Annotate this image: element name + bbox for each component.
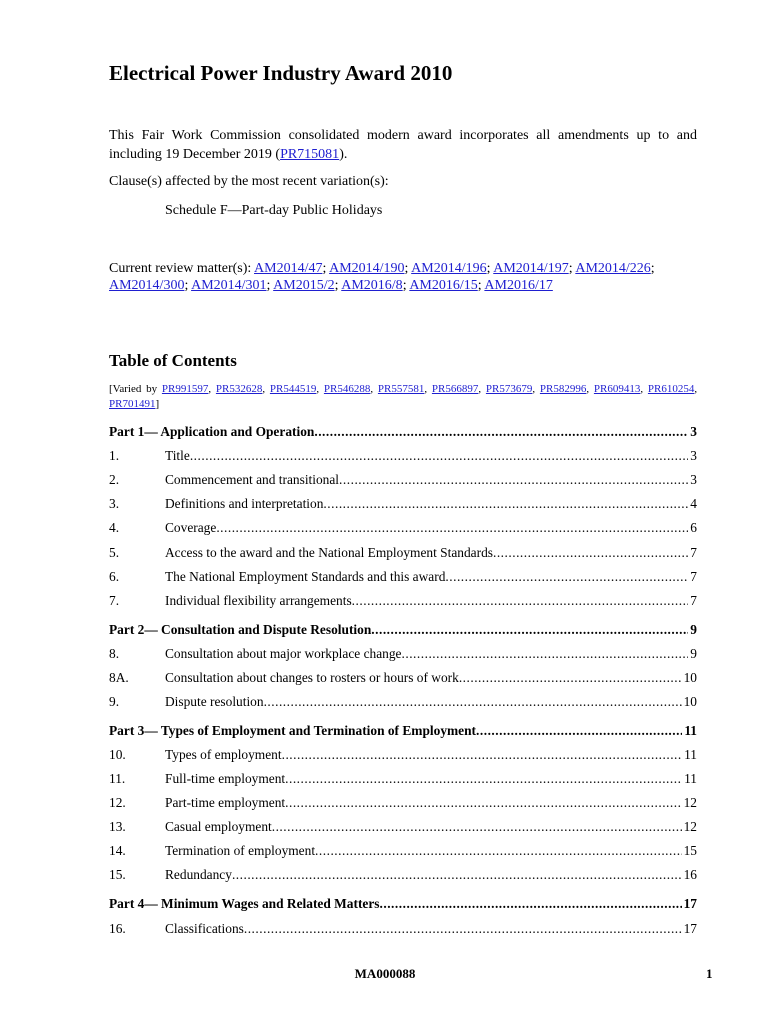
varied-by-separator: , (586, 383, 594, 395)
varied-by-separator: , (370, 383, 378, 395)
review-label: Current review matter(s): (109, 261, 255, 276)
review-matter-separator: ; (184, 278, 192, 293)
varied-by-link[interactable]: PR544519 (269, 383, 317, 395)
toc-page-number: 7 (690, 569, 697, 584)
review-matter-separator: ; (568, 261, 576, 276)
toc-item-title: Consultation about changes to rosters or hours of work (165, 670, 459, 685)
toc-dot-leader (216, 520, 688, 536)
toc-page-number: 7 (690, 545, 697, 560)
review-matter-link[interactable]: AM2014/226 (575, 261, 651, 276)
review-matter-separator: ; (266, 278, 274, 293)
toc-item-number: 2. (109, 472, 120, 487)
toc-page-number: 4 (690, 496, 697, 511)
varied-by-separator: , (316, 383, 324, 395)
toc-page-number: 12 (683, 795, 697, 810)
toc-item-title: Dispute resolution (165, 694, 264, 709)
toc-item-number: 12. (109, 795, 126, 810)
toc-item-row[interactable] (109, 795, 697, 813)
toc-dot-leader (476, 723, 682, 739)
toc-part-title: Part 2— Consultation and Dispute Resolution (109, 622, 372, 637)
varied-by-link[interactable]: PR991597 (161, 383, 209, 395)
varied-by-separator: , (208, 383, 216, 395)
review-matter-link[interactable]: AM2016/8 (341, 278, 403, 293)
toc-page-number: 15 (683, 843, 697, 858)
toc-part-title: Part 1— Application and Operation (109, 424, 315, 439)
toc-page-number: 10 (683, 694, 697, 709)
varied-by-separator: , (478, 383, 486, 395)
toc-page-number: 3 (690, 472, 697, 487)
toc-dot-leader (314, 424, 688, 440)
toc-item-row[interactable] (109, 593, 697, 611)
toc-item-row[interactable] (109, 694, 697, 712)
toc-item-title: Coverage (165, 520, 217, 535)
review-matter-link[interactable]: AM2014/301 (191, 278, 267, 293)
toc-item-number: 14. (109, 843, 126, 858)
toc-dot-leader (352, 593, 689, 609)
toc-item-number: 16. (109, 921, 126, 936)
toc-dot-leader (315, 843, 682, 859)
toc-item-number: 9. (109, 694, 120, 709)
toc-dot-leader (445, 569, 688, 585)
toc-page-number: 17 (683, 921, 697, 936)
toc-item-row[interactable] (109, 520, 697, 538)
toc-dot-leader (493, 545, 688, 561)
toc-dot-leader (272, 819, 682, 835)
toc-page-number: 6 (690, 520, 697, 535)
toc-item-title: Title (165, 448, 190, 463)
intro-text-end: ). (339, 147, 348, 162)
toc-part-row[interactable] (109, 723, 697, 741)
toc-part-row[interactable] (109, 424, 697, 442)
toc-page-number: 10 (683, 670, 697, 685)
toc-item-row[interactable] (109, 472, 697, 490)
toc-item-number: 7. (109, 593, 120, 608)
intro-paragraph (109, 126, 697, 164)
review-matter-separator: ; (402, 278, 410, 293)
toc-item-title: Definitions and interpretation (165, 496, 324, 511)
varied-by-end: ] (155, 398, 160, 410)
intro-text: This Fair Work Commission consolidated modern award incorporates all amendments up to and including 19 December 2019 ( (109, 128, 697, 162)
page-number: 1 (706, 966, 713, 981)
toc-page-number: 9 (690, 646, 697, 661)
toc-item-row[interactable] (109, 569, 697, 587)
toc-dot-leader (380, 896, 682, 912)
varied-by-link[interactable]: PR610254 (647, 383, 695, 395)
toc-page-number: 9 (690, 622, 697, 637)
toc-dot-leader (282, 747, 683, 763)
toc-page-number: 12 (683, 819, 697, 834)
toc-page-number: 11 (684, 747, 697, 762)
review-matter-link[interactable]: AM2014/190 (329, 261, 405, 276)
toc-dot-leader (402, 646, 689, 662)
toc-item-row[interactable] (109, 670, 697, 688)
review-matter-separator: ; (334, 278, 342, 293)
toc-item-title: Commencement and transitional (165, 472, 340, 487)
toc-item-number: 13. (109, 819, 126, 834)
toc-part-row[interactable] (109, 896, 697, 914)
toc-item-row[interactable] (109, 771, 697, 789)
varied-by-link[interactable]: PR609413 (593, 383, 641, 395)
review-matter-link[interactable]: AM2014/196 (411, 261, 487, 276)
affected-clause-item: Schedule F—Part-day Public Holidays (165, 203, 383, 218)
review-matter-separator: ; (404, 261, 412, 276)
toc-dot-leader (244, 921, 682, 937)
toc-dot-leader (459, 670, 682, 686)
review-matter-link[interactable]: AM2015/2 (273, 278, 335, 293)
varied-by-link[interactable]: PR582996 (539, 383, 587, 395)
toc-dot-leader (371, 622, 688, 638)
toc-item-number: 8. (109, 646, 120, 661)
review-matter-link[interactable]: AM2014/47 (254, 261, 323, 276)
toc-item-number: 10. (109, 747, 126, 762)
varied-by-separator: , (640, 383, 648, 395)
toc-page-number: 11 (684, 723, 697, 738)
toc-page-number: 17 (683, 896, 697, 911)
intro-link[interactable]: PR715081 (280, 147, 340, 162)
toc-page-number: 3 (690, 448, 697, 463)
toc-item-title: Termination of employment (165, 843, 316, 858)
toc-part-row[interactable] (109, 622, 697, 640)
toc-page-number: 16 (683, 867, 697, 882)
review-matter-link[interactable]: AM2016/15 (409, 278, 478, 293)
varied-label: [Varied by (109, 383, 162, 395)
toc-item-number: 6. (109, 569, 120, 584)
varied-by-separator: , (694, 383, 698, 395)
toc-item-row[interactable] (109, 448, 697, 466)
toc-item-number: 15. (109, 867, 126, 882)
varied-by-separator: , (532, 383, 540, 395)
toc-item-number: 11. (109, 771, 126, 786)
varied-by-link[interactable]: PR701491 (109, 398, 156, 410)
toc-item-row[interactable] (109, 843, 697, 861)
toc-varied-by (109, 382, 697, 412)
toc-dot-leader (190, 448, 688, 464)
toc-dot-leader (285, 795, 681, 811)
toc-part-title: Part 3— Types of Employment and Termination of Employment (109, 723, 477, 738)
toc-item-title: Classifications (165, 921, 244, 936)
toc-item-title: Full-time employment (165, 771, 286, 786)
toc-item-row[interactable] (109, 921, 697, 939)
review-matter-separator: ; (477, 278, 485, 293)
document-title: Electrical Power Industry Award 2010 (109, 61, 453, 85)
toc-dot-leader (285, 771, 682, 787)
toc-item-row[interactable] (109, 545, 697, 563)
toc-heading: Table of Contents (109, 351, 237, 370)
toc-item-number: 5. (109, 545, 120, 560)
varied-by-link[interactable]: PR566897 (431, 383, 479, 395)
varied-by-link[interactable]: PR532628 (215, 383, 263, 395)
toc-item-title: Types of employment (165, 747, 282, 762)
review-matter-link[interactable]: AM2014/300 (109, 278, 185, 293)
toc-item-title: Consultation about major workplace change (165, 646, 402, 661)
review-matter-separator: ; (322, 261, 330, 276)
toc-page-number: 7 (690, 593, 697, 608)
toc-item-row[interactable] (109, 496, 697, 514)
toc-page-number: 11 (684, 771, 697, 786)
toc-item-title: Redundancy (165, 867, 232, 882)
toc-item-row[interactable] (109, 747, 697, 765)
toc-dot-leader (264, 694, 682, 710)
toc-item-number: 4. (109, 520, 120, 535)
award-code: MA000088 (354, 966, 416, 981)
toc-item-title: Part-time employment (165, 795, 286, 810)
toc-item-title: Individual flexibility arrangements (165, 593, 352, 608)
varied-by-link[interactable]: PR557581 (377, 383, 425, 395)
toc-item-number: 1. (109, 448, 120, 463)
affected-clauses-label: Clause(s) affected by the most recent variation(s): (109, 174, 389, 189)
toc-item-row[interactable] (109, 819, 697, 837)
toc-item-row[interactable] (109, 646, 697, 664)
toc-dot-leader (232, 867, 682, 883)
varied-by-link[interactable]: PR573679 (485, 383, 533, 395)
toc-item-number: 3. (109, 496, 120, 511)
toc-item-title: Access to the award and the National Employment Standards (165, 545, 493, 560)
toc-item-title: Casual employment (165, 819, 272, 834)
toc-item-number: 8A. (109, 670, 129, 685)
toc-dot-leader (339, 472, 688, 488)
toc-page-number: 3 (690, 424, 697, 439)
review-matter-link[interactable]: AM2016/17 (484, 278, 553, 293)
review-matter-separator: ; (650, 261, 655, 276)
review-matters (109, 260, 669, 294)
toc-item-row[interactable] (109, 867, 697, 885)
varied-by-separator: , (424, 383, 432, 395)
review-matter-separator: ; (486, 261, 494, 276)
varied-by-separator: , (262, 383, 270, 395)
varied-by-link[interactable]: PR546288 (323, 383, 371, 395)
review-matter-link[interactable]: AM2014/197 (493, 261, 569, 276)
toc-dot-leader (323, 496, 688, 512)
toc-item-title: The National Employment Standards and this award (165, 569, 446, 584)
toc-part-title: Part 4— Minimum Wages and Related Matters (109, 896, 380, 911)
